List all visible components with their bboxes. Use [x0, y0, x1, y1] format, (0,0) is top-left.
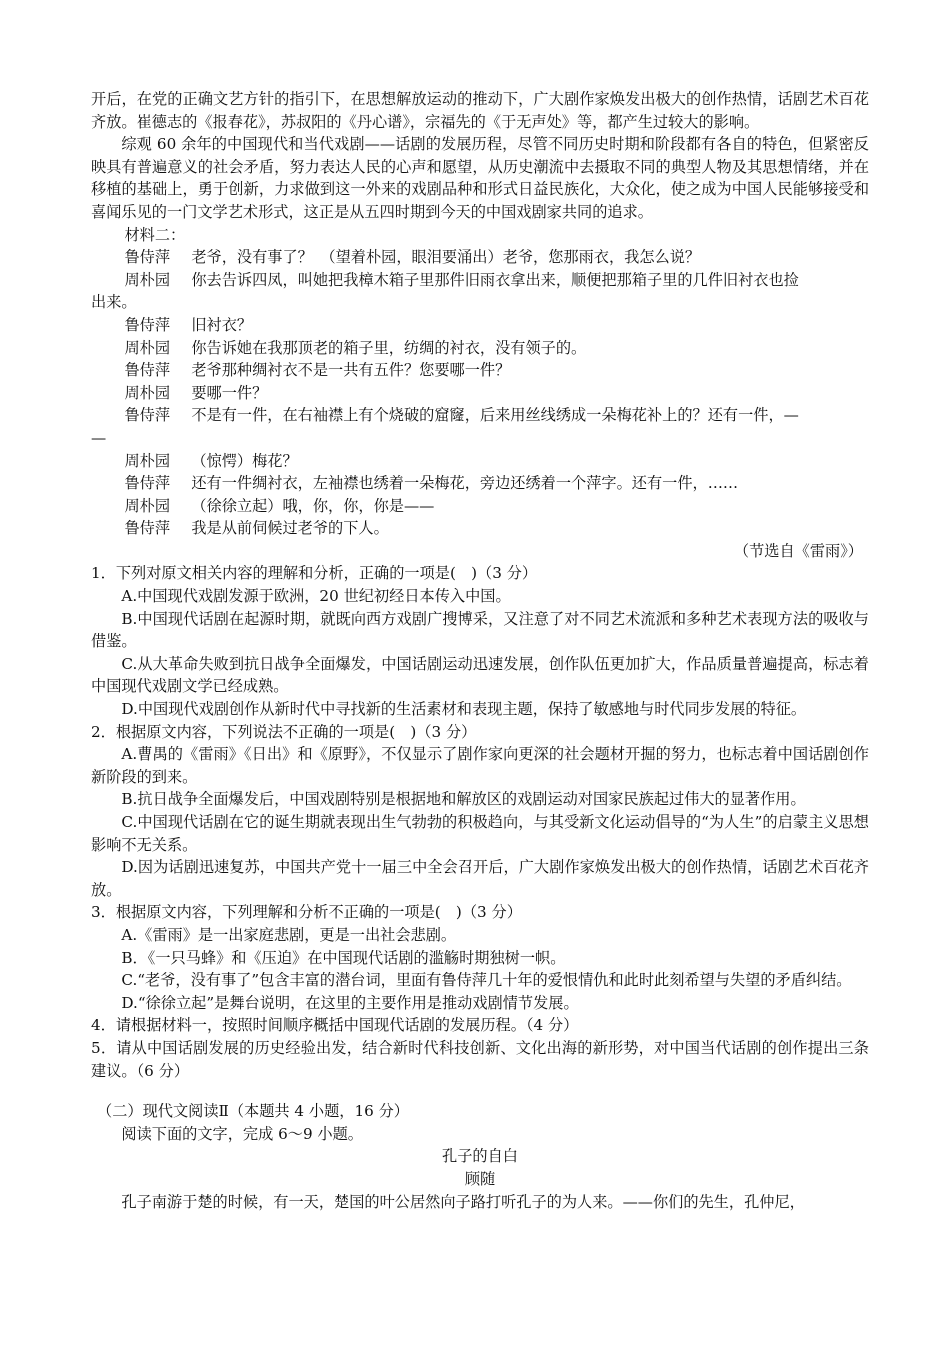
question-option: D.中国现代戏剧创作从新时代中寻找新的生活素材和表现主题，保持了敏感地与时代同步发展的特征。 [121, 700, 807, 719]
dialogue-line [91, 472, 869, 495]
dialogue-speaker: 周朴园 [124, 338, 170, 357]
dialogue-line [91, 404, 869, 427]
dialogue-text: 你去告诉四凤，叫她把我樟木箱子里那件旧雨衣拿出来，顺便把那箱子里的几件旧衬衣也捡 [191, 270, 799, 289]
dialogue-line [91, 382, 869, 405]
dialogue-line [91, 269, 869, 292]
dialogue-text: 要哪一件？ [191, 383, 268, 402]
dialogue-text: 老爷那种绸衬衣不是一共有五件？您要哪一件？ [191, 361, 511, 380]
dialogue-line [91, 359, 869, 382]
question-option: A.曹禺的《雷雨》《日出》和《原野》，不仅显示了剧作家向更深的社会题材开掘的努力，也标志着中国话剧创作新阶段的到来。 [91, 745, 869, 786]
question-option: D.“徐徐立起”是舞台说明，在这里的主要作用是推动戏剧情节发展。 [121, 993, 579, 1012]
question-stem: 5．请从中国话剧发展的历史经验出发，结合新时代科技创新、文化出海的新形势，对中国当代话剧的创作提出三条建议。（6 分） [91, 1038, 869, 1080]
dialogue-text: 旧衬衣？ [191, 315, 253, 334]
question-stem: 1．下列对原文相关内容的理解和分析，正确的一项是( )（3 分） [91, 564, 538, 583]
dialogue-line [91, 246, 869, 269]
dialogue-text: （惊愕）梅花？ [191, 451, 298, 470]
dialogue-speaker: 鲁侍萍 [124, 406, 170, 425]
dialogue-speaker: 周朴园 [124, 270, 170, 289]
question-stem: 2．根据原文内容，下列说法不正确的一项是( )（3 分） [91, 722, 477, 741]
question-option: B．《一只马蜂》和《压迫》在中国现代话剧的滥觞时期独树一帜。 [121, 948, 566, 967]
material2-label: 材料二： [124, 225, 186, 244]
material1-paragraph-2: 综观 60 余年的中国现代和当代戏剧——话剧的发展历程，尽管不同历史时期和阶段都有各自的特色，但紧密反映具有普遍意义的社会矛盾，努力表达人民的心声和愿望，从历史潮流中去摄取不同的典型人物及其思想情绪，并在移植的基础上，勇于创新，力求做到这一外来的戏剧品种和形式日益民族化，大众化，使之成为中国人民能够接受和喜闻乐见的一门文学艺术形式，这正是从五四时期到今天的中国戏剧家共同的追求。 [91, 135, 869, 221]
question-option: A.《雷雨》是一出家庭悲剧，更是一出社会悲剧。 [121, 925, 457, 944]
section-heading: （二）现代文阅读Ⅱ（本题共 4 小题，16 分） [97, 1102, 409, 1121]
dialogue-speaker: 鲁侍萍 [124, 361, 170, 380]
question-option: C.从大革命失败到抗日战争全面爆发，中国话剧运动迅速发展，创作队伍更加扩大，作品质量普遍提高，标志着中国现代戏剧文学已经成熟。 [91, 654, 869, 696]
dialogue-line [91, 314, 869, 337]
dialogue-speaker: 鲁侍萍 [124, 315, 170, 334]
article-author: 顾随 [464, 1169, 496, 1188]
dialogue-line [91, 495, 869, 518]
question-option: C.中国现代话剧在它的诞生期就表现出生气勃勃的积极趋向，与其受新文化运动倡导的“为人生”的启蒙主义思想影响不无关系。 [91, 813, 869, 854]
dialogue-text: 还有一件绸衬衣，左袖襟也绣着一朵梅花，旁边还绣着一个萍字。还有一件，…… [191, 474, 739, 493]
question-option: A.中国现代戏剧发源于欧洲，20 世纪初经日本传入中国。 [121, 587, 511, 606]
dialogue-speaker: 周朴园 [124, 451, 170, 470]
source-note: （节选自《雷雨》） [733, 541, 863, 560]
material1-paragraph-1: 开后，在党的正确文艺方针的指引下，在思想解放运动的推动下，广大剧作家焕发出极大的创作热情，话剧艺术百花齐放。崔德志的《报春花》，苏叔阳的《丹心谱》，宗福先的《于无声处》等，都产生过较大的影响。 [91, 90, 869, 131]
section-instruction: 阅读下面的文字，完成 6～9 小题。 [121, 1124, 363, 1143]
article-title: 孔子的自白 [442, 1147, 518, 1166]
article-first-line: 孔子南游于楚的时候，有一天，楚国的叶公居然向子路打听孔子的为人来。——你们的先生，孔仲尼， [121, 1192, 805, 1211]
question-option: C.“老爷，没有事了”包含丰富的潜台词，里面有鲁侍萍几十年的爱恨情仇和此时此刻希望与失望的矛盾纠结。 [121, 971, 852, 990]
dialogue-speaker: 周朴园 [124, 496, 170, 515]
question-option: D.因为话剧迅速复苏，中国共产党十一届三中全会召开后，广大剧作家焕发出极大的创作热情，话剧艺术百花齐放。 [91, 858, 869, 899]
dialogue-line [91, 517, 869, 540]
questions-block [91, 562, 869, 1082]
question-option: B.抗日战争全面爆发后，中国戏剧特别是根据地和解放区的戏剧运动对国家民族起过伟大的显著作用。 [121, 790, 806, 809]
dialogue-continuation: — [91, 428, 107, 447]
question-option: B.中国现代话剧在起源时期，就既向西方戏剧广搜博采，又注意了对不同艺术流派和多种艺术表现方法的吸收与借鉴。 [91, 609, 869, 651]
dialogue-speaker: 鲁侍萍 [124, 474, 170, 493]
dialogue-block [91, 246, 869, 540]
dialogue-speaker: 鲁侍萍 [124, 248, 170, 267]
dialogue-continuation: 出来。 [91, 293, 137, 312]
dialogue-text: 我是从前伺候过老爷的下人。 [191, 519, 389, 538]
dialogue-text: （徐徐立起）哦，你，你，你是—— [191, 496, 435, 515]
exam-page [91, 88, 869, 1213]
dialogue-text: 老爷，没有事了？ （望着朴园，眼泪要涌出）老爷，您那雨衣，我怎么说？ [191, 248, 701, 267]
dialogue-text: 不是有一件，在右袖襟上有个烧破的窟窿，后来用丝线绣成一朵梅花补上的？还有一件，— [191, 406, 799, 425]
dialogue-line [91, 337, 869, 360]
dialogue-text: 你告诉她在我那顶老的箱子里，纺绸的衬衣，没有领子的。 [191, 338, 587, 357]
dialogue-speaker: 鲁侍萍 [124, 519, 170, 538]
question-stem: 4．请根据材料一，按照时间顺序概括中国现代话剧的发展历程。（4 分） [91, 1016, 579, 1035]
dialogue-line [91, 450, 869, 473]
question-stem: 3．根据原文内容，下列理解和分析不正确的一项是( )（3 分） [91, 903, 522, 922]
dialogue-speaker: 周朴园 [124, 383, 170, 402]
